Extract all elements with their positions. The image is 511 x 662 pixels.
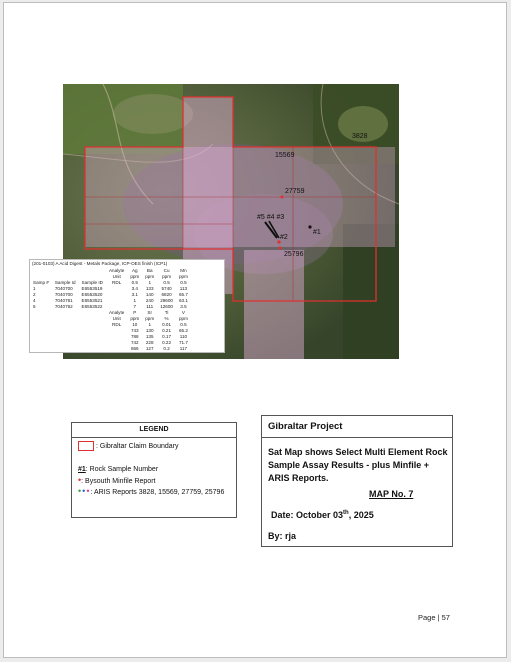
- assay-table-cell: Analyte: [108, 310, 125, 315]
- assay-table-cell: 127: [145, 346, 154, 351]
- assay-table-cell: Unit: [112, 316, 121, 321]
- sample-label-2: #2: [280, 234, 288, 241]
- assay-table-cell: 110: [179, 334, 188, 339]
- legend-aris-row: [78, 487, 224, 497]
- assay-table-cell: 1: [148, 322, 151, 327]
- assay-results-table: [29, 259, 225, 353]
- assay-table-cell: ppm: [162, 274, 172, 279]
- aris-dot-icon: •: [86, 486, 90, 496]
- assay-table-cell: ppm: [178, 274, 188, 279]
- assay-table-cell: ppm: [130, 316, 140, 321]
- assay-table-cell: 117: [179, 346, 188, 351]
- aris-label-27759: 27759: [285, 188, 305, 195]
- assay-table-cell: 240: [145, 298, 154, 303]
- assay-table-cell: [30, 346, 52, 352]
- aris-dot-icon: •: [82, 486, 86, 496]
- assay-table-cell: 3.4: [131, 286, 138, 291]
- assay-table-cell: Analyte: [108, 268, 125, 273]
- assay-table-cell: E6553520: [81, 292, 103, 297]
- assay-table-cell: 0.01: [162, 322, 172, 327]
- assay-table-cell: ppm: [130, 274, 140, 279]
- assay-table-cell: 65.2: [178, 328, 188, 333]
- assay-table-cell: Ti: [164, 310, 169, 315]
- assay-table-cell: 4: [33, 298, 36, 303]
- aris-dot-icon: •: [78, 486, 82, 496]
- date-year: , 2025: [348, 510, 374, 520]
- assay-table-cell: 7040762: [54, 304, 73, 309]
- assay-table-cell: 10: [132, 322, 138, 327]
- assay-table-cell: 3.5: [180, 304, 187, 309]
- assay-table-cell: Samp #: [33, 280, 49, 285]
- assay-table-cell: 6820: [161, 292, 172, 297]
- legend-title: LEGEND: [72, 423, 236, 438]
- assay-table-cell: 866: [130, 346, 139, 351]
- assay-table-cell: E6553521: [81, 298, 103, 303]
- assay-table-cell: 63.1: [178, 298, 188, 303]
- assay-table-cell: 1: [148, 280, 151, 285]
- legend-aris-label: : ARIS Reports 3828, 15569, 27759, 25796: [90, 489, 225, 496]
- assay-table-cell: Sr: [147, 310, 153, 315]
- assay-table-cell: 1: [33, 286, 36, 291]
- assay-table-cell: Sample ID: [81, 280, 103, 285]
- map-number: MAP No. 7: [369, 489, 414, 499]
- author: By: rja: [268, 531, 297, 541]
- assay-table-cell: 0.5: [131, 280, 138, 285]
- aris-dots-icon: [78, 486, 90, 496]
- legend-claim-row: [78, 441, 178, 451]
- aris-label-3828: 3828: [352, 133, 368, 140]
- assay-table-cell: [52, 346, 79, 352]
- assay-table-cell: 135: [145, 334, 154, 339]
- sample-label-5-4-3: #5 #4 #3: [257, 214, 285, 221]
- assay-table-cell: 113: [179, 286, 188, 291]
- assay-table-cell: Ag: [131, 268, 138, 273]
- assay-table-cell: 130: [145, 328, 154, 333]
- assay-table-cell: 0.5: [180, 322, 187, 327]
- map-date: [271, 510, 374, 520]
- aris-label-15569: 15569: [275, 152, 295, 159]
- assay-table-cell: RDL: [112, 322, 122, 327]
- assay-table-cell: 0.5: [180, 280, 187, 285]
- assay-table-cell: Sample Id: [54, 280, 76, 285]
- legend-bysouth-row: [78, 476, 155, 486]
- assay-table-cell: 0.2: [163, 346, 170, 351]
- assay-table-cell: 1: [133, 298, 137, 303]
- assay-table-cell: ppm: [145, 316, 155, 321]
- assay-table-cell: 3.1: [131, 292, 138, 297]
- map-description: Sat Map shows Select Multi Element Rock Sample Assay Results - plus Minfile + ARIS Reports.: [268, 447, 448, 483]
- assay-table-cell: 7040761: [54, 298, 73, 303]
- assay-table-cell: 742: [130, 340, 139, 345]
- assay-table-cell: 7: [133, 304, 137, 309]
- assay-table-cell: 133: [145, 286, 154, 291]
- assay-table-grid: [30, 268, 191, 352]
- assay-table-cell: %: [164, 316, 169, 321]
- assay-table-cell: E6553519: [81, 286, 103, 291]
- bysouth-dot-icon: •: [78, 475, 82, 485]
- assay-table-row: [30, 346, 191, 352]
- date-suffix-sup: th: [343, 510, 349, 516]
- assay-table-cell: Cu: [163, 268, 170, 273]
- assay-table-cell: 0.5: [163, 280, 170, 285]
- assay-table-cell: 140: [145, 292, 154, 297]
- assay-table-cell: 12600: [160, 304, 173, 309]
- rock-sample-marker: #1: [78, 466, 86, 473]
- assay-table-cell: 7040700: [54, 292, 73, 297]
- assay-table-title: (201-0103) A Acid Digest - Metals Package, ICP-OES finish (ICP1): [32, 261, 168, 266]
- assay-table-cell: Ba: [146, 268, 153, 273]
- assay-table-cell: 5740: [161, 286, 172, 291]
- page-number: Page | 57: [418, 613, 450, 622]
- assay-table-cell: 65.7: [178, 292, 188, 297]
- project-info-box: [261, 415, 453, 547]
- assay-table-cell: 228: [145, 340, 154, 345]
- assay-table-cell: 743: [130, 328, 139, 333]
- assay-table-cell: 7040700: [54, 286, 73, 291]
- project-title: Gibraltar Project: [262, 416, 452, 438]
- legend-rock-label: : Rock Sample Number: [85, 466, 159, 473]
- aris-label-25796: 25796: [284, 251, 304, 258]
- document-page: [3, 2, 507, 658]
- assay-table-cell: 71.7: [178, 340, 188, 345]
- assay-table-cell: V: [181, 310, 185, 315]
- assay-table-cell: RDL: [112, 280, 122, 285]
- assay-table-cell: 29600: [160, 298, 173, 303]
- assay-table-cell: ppm: [178, 316, 188, 321]
- assay-table-cell: E6553522: [81, 304, 103, 309]
- assay-table-cell: ppm: [145, 274, 155, 279]
- legend-box: [71, 422, 237, 518]
- assay-table-cell: [79, 346, 106, 352]
- assay-table-cell: 2: [33, 292, 36, 297]
- assay-table-cell: 5: [33, 304, 36, 309]
- assay-table-cell: P: [133, 310, 137, 315]
- assay-table-cell: 0.17: [162, 334, 172, 339]
- assay-table-cell: Mn: [180, 268, 187, 273]
- claim-boundary-swatch: [78, 441, 94, 451]
- legend-bysouth-label: : Bysouth Minfile Report: [81, 478, 156, 485]
- sample-label-1: #1: [313, 229, 321, 236]
- assay-table-cell: [106, 346, 127, 352]
- assay-table-cell: 788: [130, 334, 139, 339]
- assay-table-cell: Unit: [112, 274, 121, 279]
- legend-rock-row: [78, 465, 158, 474]
- date-prefix: Date: October 03: [271, 510, 344, 520]
- assay-table-cell: 0.22: [162, 340, 172, 345]
- assay-table-cell: 0.21: [162, 328, 172, 333]
- legend-claim-label: : Gibraltar Claim Boundary: [96, 442, 179, 450]
- assay-table-cell: 111: [146, 304, 154, 309]
